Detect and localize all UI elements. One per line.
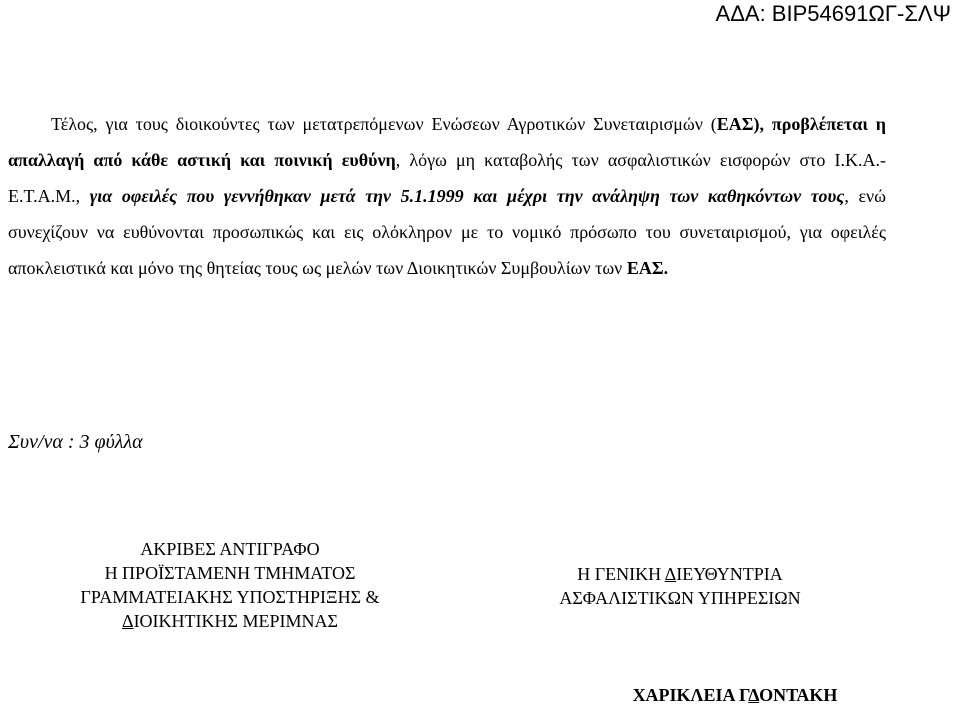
right-signatory-title xyxy=(490,562,870,586)
ada-code: ΑΔΑ: ΒΙΡ54691ΩΓ-ΣΛΨ xyxy=(715,1,951,26)
paragraph-text: , λόγω μη καταβολής των ασφαλιστικών εισφορών στο Ι.Κ.Α.-Ε.Τ.Α.Μ., xyxy=(8,150,886,206)
signatory-name xyxy=(490,683,960,707)
underlined-letter: Δ xyxy=(664,564,677,584)
paragraph-text: , ενώ συνεχίζουν να ευθύνονται προσωπικώς και εις ολόκληρον με το νομικό πρόσωπο του συνεταιρισμού, για οφειλές αποκλειστικά και μόνο της θητείας τους ως μελών των Διοικητικών Συμβουλίων των xyxy=(8,186,886,278)
left-signatory-dept: ΓΡΑΜΜΑΤΕΙΑΚΗΣ ΥΠΟΣΤΗΡΙΞΗΣ & xyxy=(80,587,380,607)
left-signatory-title: Η ΠΡΟΪΣΤΑΜΕΝΗ ΤΜΗΜΑΤΟΣ xyxy=(104,563,356,583)
body-paragraph xyxy=(8,106,886,286)
enclosures-note: Συν/να : 3 φύλλα xyxy=(8,431,143,453)
left-signatory-dept-2-rest: ΙΟΙΚΗΤΙΚΗΣ ΜΕΡΙΜΝΑΣ xyxy=(133,611,338,631)
right-title-part: Η ΓΕΝΙΚΗ xyxy=(577,564,665,584)
paragraph-bold-italic-text: για οφειλές που γεννήθηκαν μετά την 5.1.1999 και μέχρι την ανάληψη των καθηκόντων τους xyxy=(89,186,845,206)
right-signatory-dept: ΑΣΦΑΛΙΣΤΙΚΩΝ ΥΠΗΡΕΣΙΩΝ xyxy=(559,588,801,608)
right-title-rest: ΙΕΥΘΥΝΤΡΙΑ xyxy=(676,564,783,584)
signature-block-left xyxy=(10,537,450,633)
signature-block-right xyxy=(490,562,870,610)
left-signatory-dept-2 xyxy=(10,609,450,633)
paragraph-bold-text: ΕΑΣ. xyxy=(626,258,669,278)
paragraph-bold-text: ΕΑΣ), προβλέπεται η απαλλαγή από κάθε αστική και ποινική ευθύνη xyxy=(8,114,886,170)
signatory-name-rest: ΟΝΤΑΚΗ xyxy=(759,685,838,705)
underlined-letter: Δ xyxy=(121,611,134,631)
underlined-letter: Δ xyxy=(748,685,760,705)
paragraph-text: Τέλος, για τους διοικούντες των μετατρεπόμενων Ενώσεων Αγροτικών Συνεταιρισμών ( xyxy=(51,114,717,134)
signatory-name-part: ΧΑΡΙΚΛΕΙΑ Γ xyxy=(632,685,749,705)
true-copy-label: ΑΚΡΙΒΕΣ ΑΝΤΙΓΡΑΦΟ xyxy=(140,539,320,559)
